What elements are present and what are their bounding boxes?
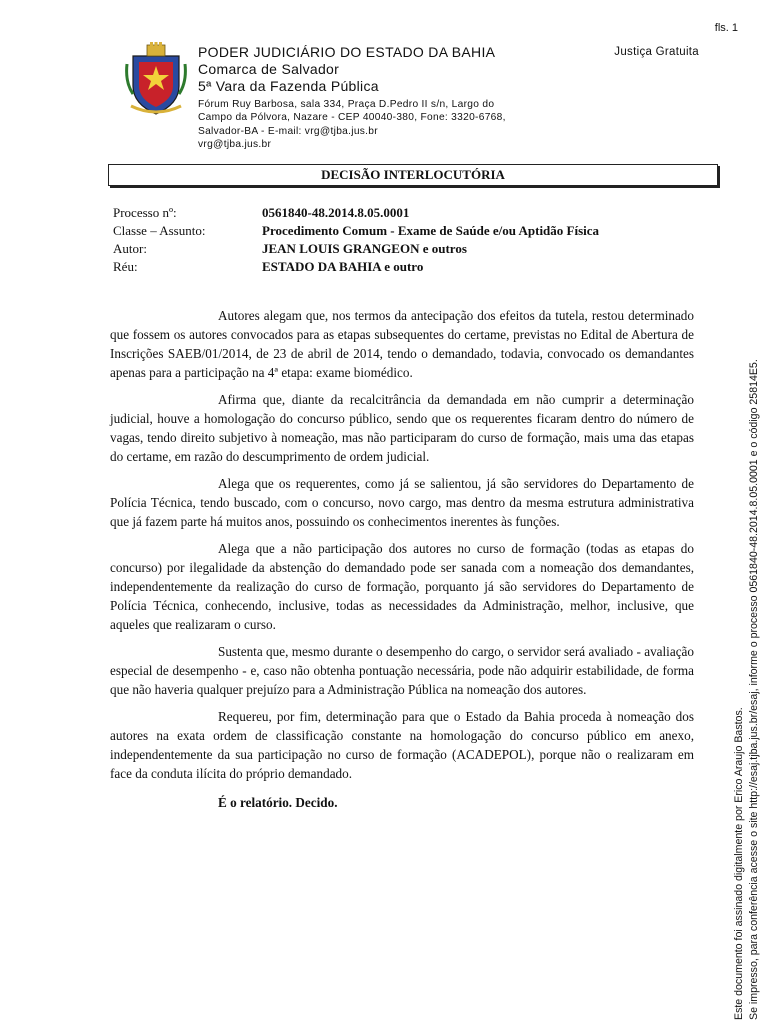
body-paragraph: Sustenta que, mesmo durante o desempenho do cargo, o servidor será avaliado - avaliação especial de desempenho - e, caso não obtenha pontuação necessária, pode não adquirir estabilidade, de forma que não haveria qualquer prejuízo para a Administração Pública na nomeação dos autores. [110, 644, 694, 697]
court-block [198, 44, 558, 151]
vara: 5ª Vara da Fazenda Pública [198, 78, 379, 94]
coat-of-arms-icon [125, 42, 187, 116]
body-paragraph: Autores alegam que, nos termos da antecipação dos efeitos da tutela, restou determinado que fossem os autores convocados para as etapas subsequentes do certame, previstas no Edital de Abertura de Inscrições SAEB/01/2014, de 23 de abril de 2014, tendo o demandado, todavia, convocado os demandantes apenas para a participação na 4ª etapa: exame biomédico. [110, 308, 694, 380]
class-subject: Procedimento Comum - Exame de Saúde e/ou Aptidão Física [262, 223, 600, 238]
document-title: DECISÃO INTERLOCUTÓRIA [108, 164, 718, 186]
author-row [113, 240, 703, 258]
report-statement: É o relatório. Decido. [218, 795, 338, 810]
process-row [113, 204, 703, 222]
folio-number: fls. 1 [714, 22, 738, 34]
body-paragraph: Alega que a não participação dos autores no curso de formação (todas as etapas do concurso) por ilegalidade da abstenção do demandado pode ser sanada com a nomeação dos demandantes, independentemente da realização do curso de formação, porquanto já são servidores do Departamento de Polícia Técnica, conhecendo, inclusive, todas as necessidades da Administração, melhor, inclusive, que aqueles que realizaram o curso. [110, 541, 694, 632]
process-label: Processo nº: [113, 205, 177, 220]
defendant-name: ESTADO DA BAHIA e outro [262, 259, 424, 274]
body-paragraph: Requereu, por fim, determinação para que o Estado da Bahia proceda à nomeação dos autores na exata ordem de classificação constante na homologação do concurso público em anexo, independentemente da sua participação no curso de formação (ACADEPOL), porque não o realizaram em face da conduta ilícita do próprio demandado. [110, 709, 694, 781]
address-line: vrg@tjba.jus.br [198, 138, 272, 150]
case-details [113, 204, 703, 276]
verification-line: Se impresso, para conferência acesse o site http://esaj.tjba.jus.br/esaj, informe o processo 0561840-48.2014.8.05.0001 e o código 25814E5. [748, 359, 760, 1020]
decision-body [110, 306, 694, 820]
body-paragraph: Alega que os requerentes, como já se salientou, já são servidores do Departamento de Polícia Técnica, tendo buscado, com o concurso, novo cargo, mas dentro da mesma estrutura administrativa que já fazem parte há muitos anos, possuindo os conhecimentos inerentes às funções. [110, 476, 694, 529]
class-label: Classe – Assunto: [113, 223, 206, 238]
digital-signature-note [732, 330, 762, 1020]
free-justice-label: Justiça Gratuita [614, 46, 699, 58]
class-row [113, 222, 703, 240]
address-line: Fórum Ruy Barbosa, sala 334, Praça D.Pedro II s/n, Largo do [198, 99, 495, 110]
process-number: 0561840-48.2014.8.05.0001 [262, 205, 410, 220]
address-line: Campo da Pólvora, Nazare - CEP 40040-380, Fone: 3320-6768, [198, 112, 506, 124]
signature-line: Este documento foi assinado digitalmente por Erico Araujo Bastos. [733, 707, 745, 1020]
court-name: PODER JUDICIÁRIO DO ESTADO DA BAHIA [198, 44, 496, 60]
author-name: JEAN LOUIS GRANGEON e outros [262, 241, 467, 256]
defendant-row [113, 258, 703, 276]
court-address [198, 98, 558, 151]
body-paragraph: Afirma que, diante da recalcitrância da demandada em não cumprir a determinação judicial, houve a homologação do concurso público, sendo que os requerentes ficaram dentro do número de vagas, tendo direito subjetivo à nomeação, mas não participaram do curso de formação, mais uma das etapas do certame, em razão do descumprimento de ordem judicial. [110, 392, 694, 464]
defendant-label: Réu: [113, 259, 138, 274]
address-line: Salvador-BA - E-mail: vrg@tjba.jus.br [198, 125, 378, 137]
comarca: Comarca de Salvador [198, 61, 340, 77]
author-label: Autor: [113, 241, 147, 256]
